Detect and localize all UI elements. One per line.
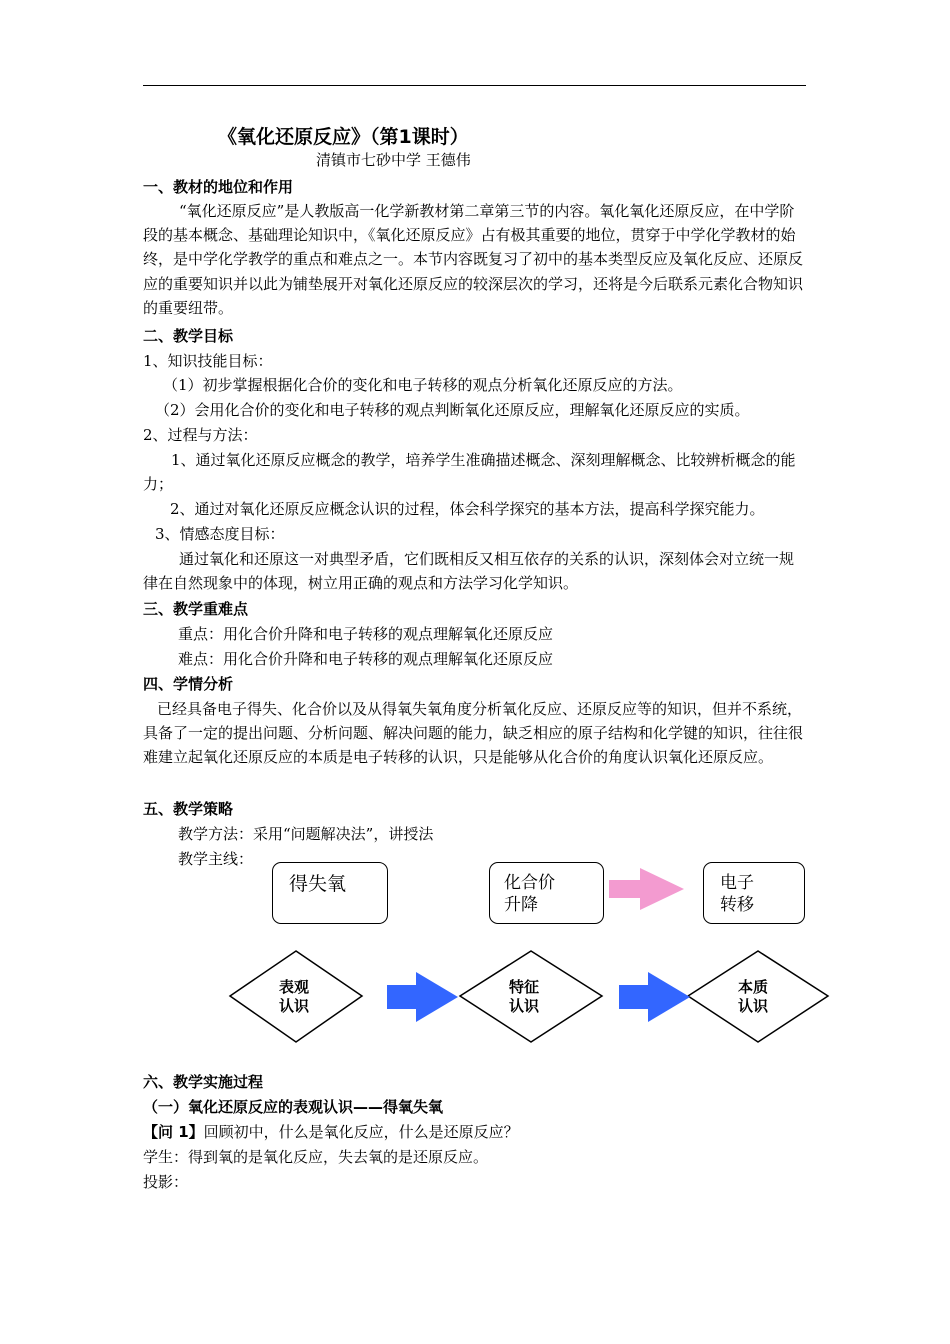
box-valence-change bbox=[489, 862, 604, 924]
projection-label: 投影： bbox=[143, 1173, 189, 1191]
section-6-subheading: （一）氧化还原反应的表观认识——得氧失氧 bbox=[143, 1098, 444, 1116]
process-goal-1: 1、通过氧化还原反应概念的教学，培养学生准确描述概念、深刻理解概念、比较辨析概念的能力； bbox=[143, 451, 796, 494]
knowledge-goal-2: （2）会用化合价的变化和电子转移的观点判断氧化还原反应，理解氧化还原反应的实质。 bbox=[155, 401, 750, 419]
diamond-surface-line1: 表观 bbox=[278, 978, 309, 996]
question-1-label: 【问 1】 bbox=[143, 1123, 204, 1141]
question-1-text: 回顾初中，什么是氧化反应，什么是还原反应？ bbox=[203, 1123, 519, 1141]
section-3-heading: 三、教学重难点 bbox=[143, 600, 249, 618]
pink-arrow-icon bbox=[609, 868, 684, 910]
process-goal-title: 2、过程与方法： bbox=[143, 426, 258, 444]
diamond-essence-line1: 本质 bbox=[737, 978, 768, 996]
blue-arrow-icon-2 bbox=[619, 972, 690, 1022]
diamond-essence-label bbox=[723, 978, 783, 1016]
question-1 bbox=[143, 1120, 519, 1144]
author-line: 清镇市七砂中学 王德伟 bbox=[316, 151, 471, 169]
section-5-heading: 五、教学策略 bbox=[143, 800, 234, 818]
knowledge-goal-1: （1）初步掌握根据化合价的变化和电子转移的观点分析氧化还原反应的方法。 bbox=[163, 376, 683, 394]
difficult-point: 难点：用化合价升降和电子转移的观点理解氧化还原反应 bbox=[178, 650, 554, 668]
section-1-paragraph: “氧化还原反应”是人教版高一化学新教材第二章第三节的内容。氧化氧化还原反应，在中学阶段的基本概念、基础理论知识中，《氧化还原反应》占有极其重要的地位，贯穿于中学化学教材的始终，是中学化学教学的重点和难点之一。本节内容既复习了初中的基本类型反应及氧化反应、还原反应的重要知识并以此为铺垫展开对氧化还原反应的较深层次的学习，还将是今后联系元素化合物知识的重要纽带。 bbox=[143, 202, 804, 317]
section-4-heading: 四、学情分析 bbox=[143, 675, 234, 693]
box-oxygen-gain-loss bbox=[272, 862, 388, 924]
box-oxygen-gain-loss-label: 得失氧 bbox=[289, 873, 347, 895]
emotion-goal-title: 3、情感态度目标： bbox=[155, 525, 285, 543]
section-6-heading: 六、教学实施过程 bbox=[143, 1073, 264, 1091]
diamond-feature-line2: 认识 bbox=[508, 997, 539, 1015]
box-valence-change-line2: 升降 bbox=[504, 895, 538, 915]
teaching-method: 教学方法：采用“问题解决法”，讲授法 bbox=[178, 825, 434, 843]
section-2-heading: 二、教学目标 bbox=[143, 327, 234, 345]
diamond-feature-line1: 特征 bbox=[508, 978, 539, 996]
diamond-surface-line2: 认识 bbox=[278, 997, 309, 1015]
process-goal-2: 2、通过对氧化还原反应概念认识的过程，体会科学探究的基本方法，提高科学探究能力。 bbox=[170, 500, 765, 518]
section-4-paragraph: 已经具备电子得失、化合价以及从得氧失氧角度分析氧化反应、还原反应等的知识，但并不系统，具备了一定的提出问题、分析问题、解决问题的能力，缺乏相应的原子结构和化学键的知识，往往很难建立起氧化还原反应的本质是电子转移的认识，只是能够从化合价的角度认识氧化还原反应。 bbox=[143, 700, 804, 767]
diamond-essence-line2: 认识 bbox=[737, 997, 768, 1015]
box-electron-transfer bbox=[703, 862, 805, 924]
student-answer: 学生：得到氧的是氧化反应，失去氧的是还原反应。 bbox=[143, 1148, 489, 1166]
box-electron-transfer-line2: 转移 bbox=[720, 895, 754, 915]
diamond-surface-label bbox=[264, 978, 324, 1016]
page-title: 《氧化还原反应》（第1课时） bbox=[218, 126, 469, 148]
key-point: 重点：用化合价升降和电子转移的观点理解氧化还原反应 bbox=[178, 625, 554, 643]
blue-arrow-icon-1 bbox=[387, 972, 458, 1022]
knowledge-goal-title: 1、知识技能目标： bbox=[143, 352, 273, 370]
teaching-mainline-label: 教学主线： bbox=[178, 850, 254, 868]
diamond-feature-label bbox=[494, 978, 554, 1016]
box-valence-change-line1: 化合价 bbox=[504, 873, 555, 893]
box-electron-transfer-line1: 电子 bbox=[720, 873, 754, 893]
emotion-goal-1: 通过氧化和还原这一对典型矛盾，它们既相反又相互依存的关系的认识，深刻体会对立统一规律在自然现象中的体现，树立用正确的观点和方法学习化学知识。 bbox=[143, 550, 795, 593]
section-1-heading: 一、教材的地位和作用 bbox=[143, 178, 294, 196]
